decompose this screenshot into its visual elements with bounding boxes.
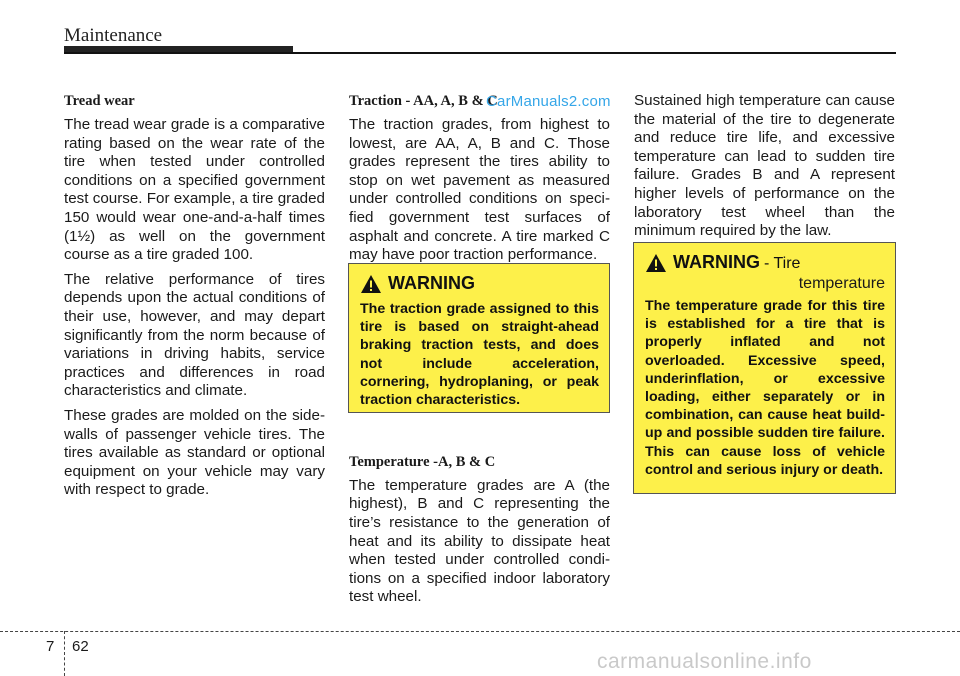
column-right <box>634 92 895 247</box>
footer-divider <box>64 631 65 676</box>
paragraph: The traction grades, from highest to lowest, are AA, A, B and C. Those grades represent the tires ability to stop on wet pavement as measured under controlled conditions on specified government test surfaces of asphalt and concrete. A tire marked C may have poor traction performance. <box>349 116 610 264</box>
watermark: CarManuals2.com <box>486 93 611 110</box>
warning-box-tire-temperature <box>633 242 896 494</box>
footer-watermark: carmanualsonline.info <box>597 650 812 673</box>
footer-rule <box>0 631 960 632</box>
header-rule <box>64 52 896 54</box>
paragraph: The temperature grades are A (the highest), B and C representing the tire’s resistance to the generation of heat and its ability to dissipate heat when tested under controlled conditions on a specified indoor laboratory test wheel. <box>349 476 610 606</box>
paragraph: Sustained high temperature can cause the material of the tire to degenerate and reduce tire life, and excessive temperature can lead to sudden tire failure. Grades B and A represent higher levels of performance on the laboratory test wheel than the minimum required by the law. <box>634 92 895 240</box>
warning-triangle-icon <box>645 253 667 273</box>
warning-triangle-icon <box>360 274 382 294</box>
warning-label: WARNING <box>388 273 475 293</box>
column-left <box>64 92 325 506</box>
heading-temperature: Temperature -A, B & C <box>349 453 496 470</box>
warning-subtitle: - Tire <box>764 255 801 272</box>
warning-text: The traction grade assigned to this tire is based on straight-ahead braking traction tests, and does not include acceleration, cornering, hydroplaning, or peak traction characteristics. <box>360 301 599 409</box>
page-title: Maintenance <box>64 25 163 46</box>
heading-tread-wear: Tread wear <box>64 93 135 109</box>
warning-subtitle-2: temperature <box>798 275 885 292</box>
page-number: 62 <box>72 638 89 655</box>
paragraph: The relative performance of tires depends upon the actual conditions of their use, however, and may depart significantly from the norm because of variations in driving habits, service practices and differences in road characteristics and climate. <box>64 270 325 400</box>
heading-traction: Traction - AA, A, B & C <box>349 93 498 109</box>
paragraph: These grades are molded on the side-walls of passenger vehicle tires. The tires available as standard or optional equipment on your vehicle may vary with respect to grade. <box>64 406 325 499</box>
chapter-number: 7 <box>46 638 55 655</box>
warning-box-traction <box>348 263 610 413</box>
paragraph: The tread wear grade is a comparative rating based on the wear rate of the tire when tested under controlled conditions on a specified government test course. For example, a tire graded 150 would wear one-and-a-half times (1½) as well on the government course as a tire graded 100. <box>64 116 325 264</box>
warning-text: The temperature grade for this tire is established for a tire that is properly inflated and not overloaded. Excessive speed, underinflation, or excessive loading, either separately or in combination, can cause heat build-up and possible sudden tire failure. This can cause loss of vehicle control and serious injury or death. <box>645 298 885 478</box>
warning-label: WARNING <box>673 252 760 272</box>
